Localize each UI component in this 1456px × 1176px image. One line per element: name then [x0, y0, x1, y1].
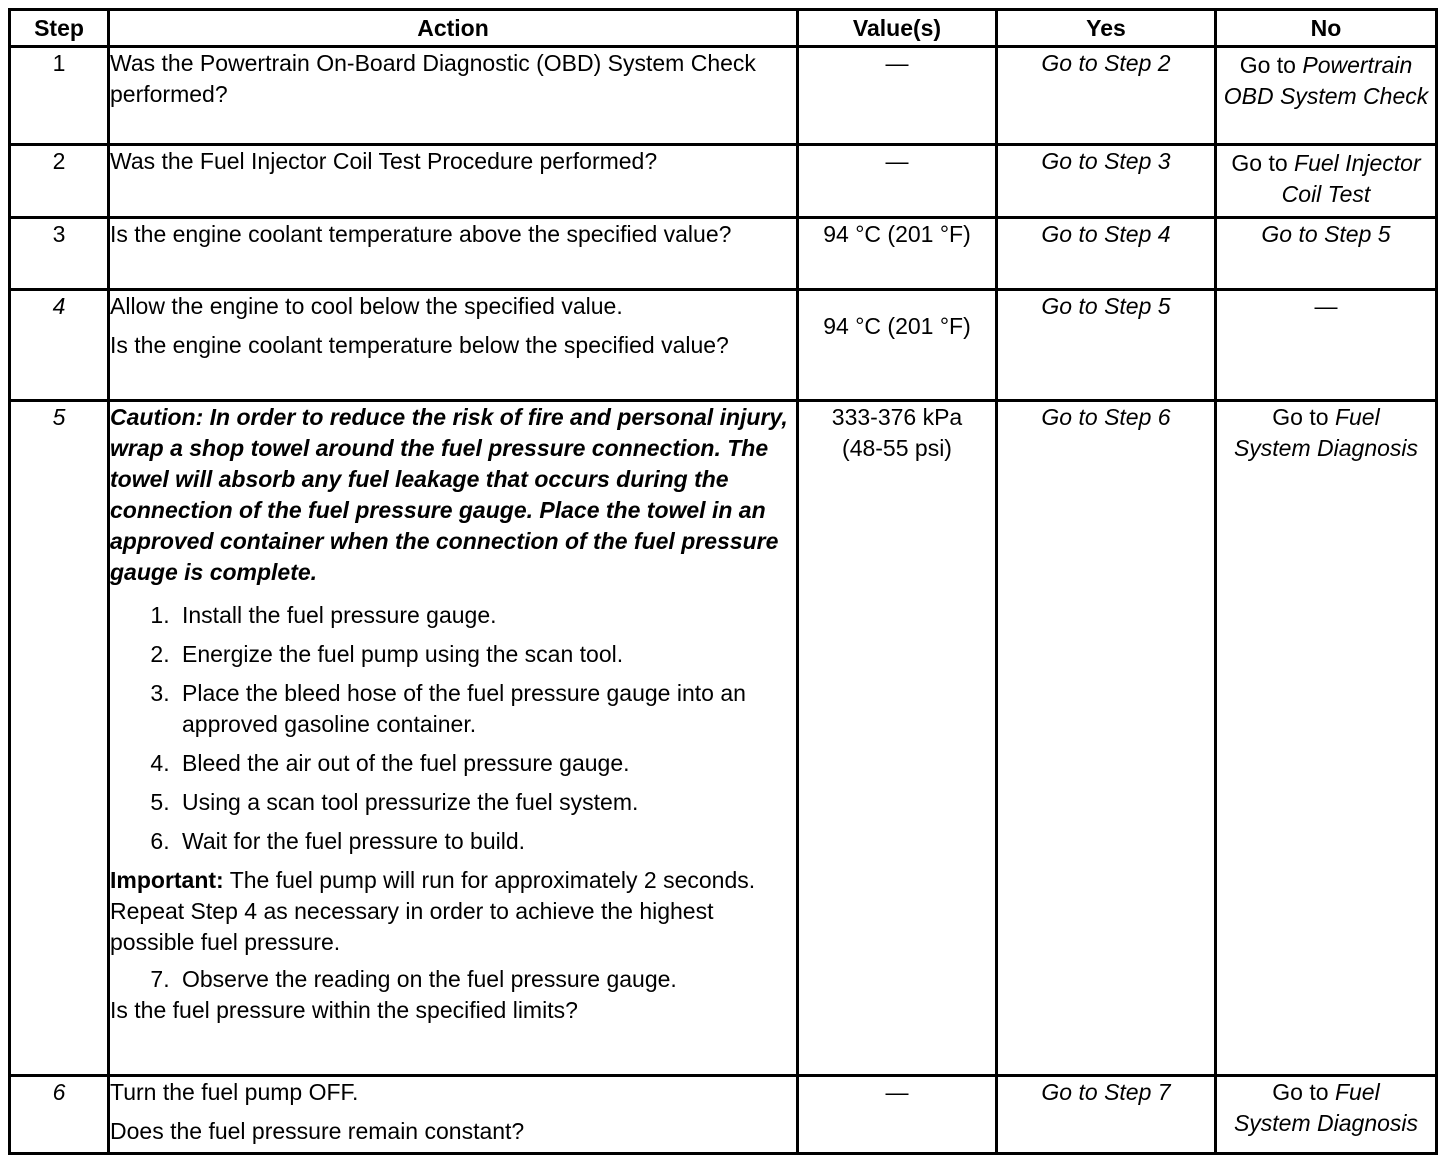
table-row — [10, 290, 1437, 401]
list-item: 7. Observe the reading on the fuel pressure gauge. — [176, 964, 796, 995]
value-cell: 94 °C (201 °F) — [798, 218, 997, 290]
yes-link[interactable]: Go to Step 4 — [997, 218, 1216, 290]
table-row — [10, 1076, 1437, 1154]
action-cell — [109, 290, 798, 401]
list-item: 1. Install the fuel pressure gauge. — [176, 600, 796, 631]
action-cell — [109, 401, 798, 1076]
action-cell — [109, 218, 798, 290]
no-prefix: Go to — [1272, 404, 1329, 430]
table-row — [10, 401, 1437, 1076]
substep-list — [110, 600, 796, 857]
table-row — [10, 47, 1437, 145]
table-row — [10, 145, 1437, 218]
no-link[interactable]: Fuel — [1334, 1079, 1380, 1105]
value-cell — [798, 401, 997, 1076]
no-prefix: Go to — [1272, 1079, 1329, 1105]
step-number: 5 — [10, 401, 109, 1076]
important-note — [110, 865, 796, 958]
no-cell — [1216, 47, 1437, 145]
yes-link[interactable]: Go to Step 7 — [997, 1076, 1216, 1154]
substep-list-continued — [110, 964, 796, 995]
header-values: Value(s) — [798, 10, 997, 47]
yes-link[interactable]: Go to Step 6 — [997, 401, 1216, 1076]
diagnostic-table — [8, 8, 1438, 1155]
action-text: Turn the fuel pump OFF. — [110, 1079, 359, 1105]
list-item: 4. Bleed the air out of the fuel pressure gauge. — [176, 748, 796, 779]
no-cell — [1216, 1076, 1437, 1154]
value-cell: 94 °C (201 °F) — [798, 290, 997, 401]
no-link[interactable]: Go to Step 5 — [1216, 218, 1437, 290]
action-text: Was the Powertrain On-Board Diagnostic (OBD) System Check performed? — [110, 50, 756, 107]
step-number: 1 — [10, 47, 109, 145]
value-kpa: 333-376 kPa — [831, 404, 963, 430]
value-psi: (48-55 psi) — [842, 435, 952, 461]
no-link[interactable]: Fuel Injector Coil Test — [1281, 150, 1421, 207]
step-number: 4 — [10, 290, 109, 401]
action-cell — [109, 47, 798, 145]
header-row — [10, 10, 1437, 47]
header-no: No — [1216, 10, 1437, 47]
step-number: 6 — [10, 1076, 109, 1154]
important-text: The fuel pump will run for approximately 2 seconds. Repeat Step 4 as necessary in order to achieve the highest possible fuel pressure. — [110, 867, 756, 955]
action-question: Is the fuel pressure within the specified limits? — [110, 997, 578, 1023]
no-link[interactable]: Fuel — [1334, 404, 1380, 430]
value-cell: — — [798, 47, 997, 145]
list-item: 6. Wait for the fuel pressure to build. — [176, 826, 796, 857]
header-step: Step — [10, 10, 109, 47]
list-item: 3. Place the bleed hose of the fuel pressure gauge into an approved gasoline container. — [176, 678, 796, 740]
step-number: 2 — [10, 145, 109, 218]
no-link[interactable]: Powertrain OBD System Check — [1223, 52, 1429, 109]
no-prefix: Go to — [1231, 150, 1288, 176]
no-link[interactable]: System Diagnosis — [1233, 1110, 1419, 1136]
action-cell — [109, 145, 798, 218]
important-label: Important: — [110, 867, 224, 893]
action-text: Is the engine coolant temperature above the specified value? — [110, 221, 732, 247]
list-item: 2. Energize the fuel pump using the scan tool. — [176, 639, 796, 670]
step-number: 3 — [10, 218, 109, 290]
no-link[interactable]: System Diagnosis — [1233, 435, 1419, 461]
action-text: Allow the engine to cool below the specified value. — [110, 293, 623, 319]
no-prefix: Go to — [1239, 52, 1296, 78]
header-yes: Yes — [997, 10, 1216, 47]
value-cell: — — [798, 145, 997, 218]
action-question: Does the fuel pressure remain constant? — [110, 1118, 525, 1144]
no-cell — [1216, 145, 1437, 218]
list-item: 5. Using a scan tool pressurize the fuel system. — [176, 787, 796, 818]
action-question: Is the engine coolant temperature below the specified value? — [110, 332, 729, 358]
yes-link[interactable]: Go to Step 2 — [997, 47, 1216, 145]
yes-link[interactable]: Go to Step 5 — [997, 290, 1216, 401]
table-row — [10, 218, 1437, 290]
value-cell: — — [798, 1076, 997, 1154]
no-cell: — — [1216, 290, 1437, 401]
caution-text: Caution: In order to reduce the risk of fire and personal injury, wrap a shop towel around the fuel pressure connection. The towel will absorb any fuel leakage that occurs during the connection of the fuel pressure gauge. Place the towel in an approved container when the connection of the fuel pressure gauge is complete. — [110, 404, 788, 585]
header-action: Action — [109, 10, 798, 47]
no-cell — [1216, 401, 1437, 1076]
action-text: Was the Fuel Injector Coil Test Procedure performed? — [110, 148, 658, 174]
yes-link[interactable]: Go to Step 3 — [997, 145, 1216, 218]
action-cell — [109, 1076, 798, 1154]
